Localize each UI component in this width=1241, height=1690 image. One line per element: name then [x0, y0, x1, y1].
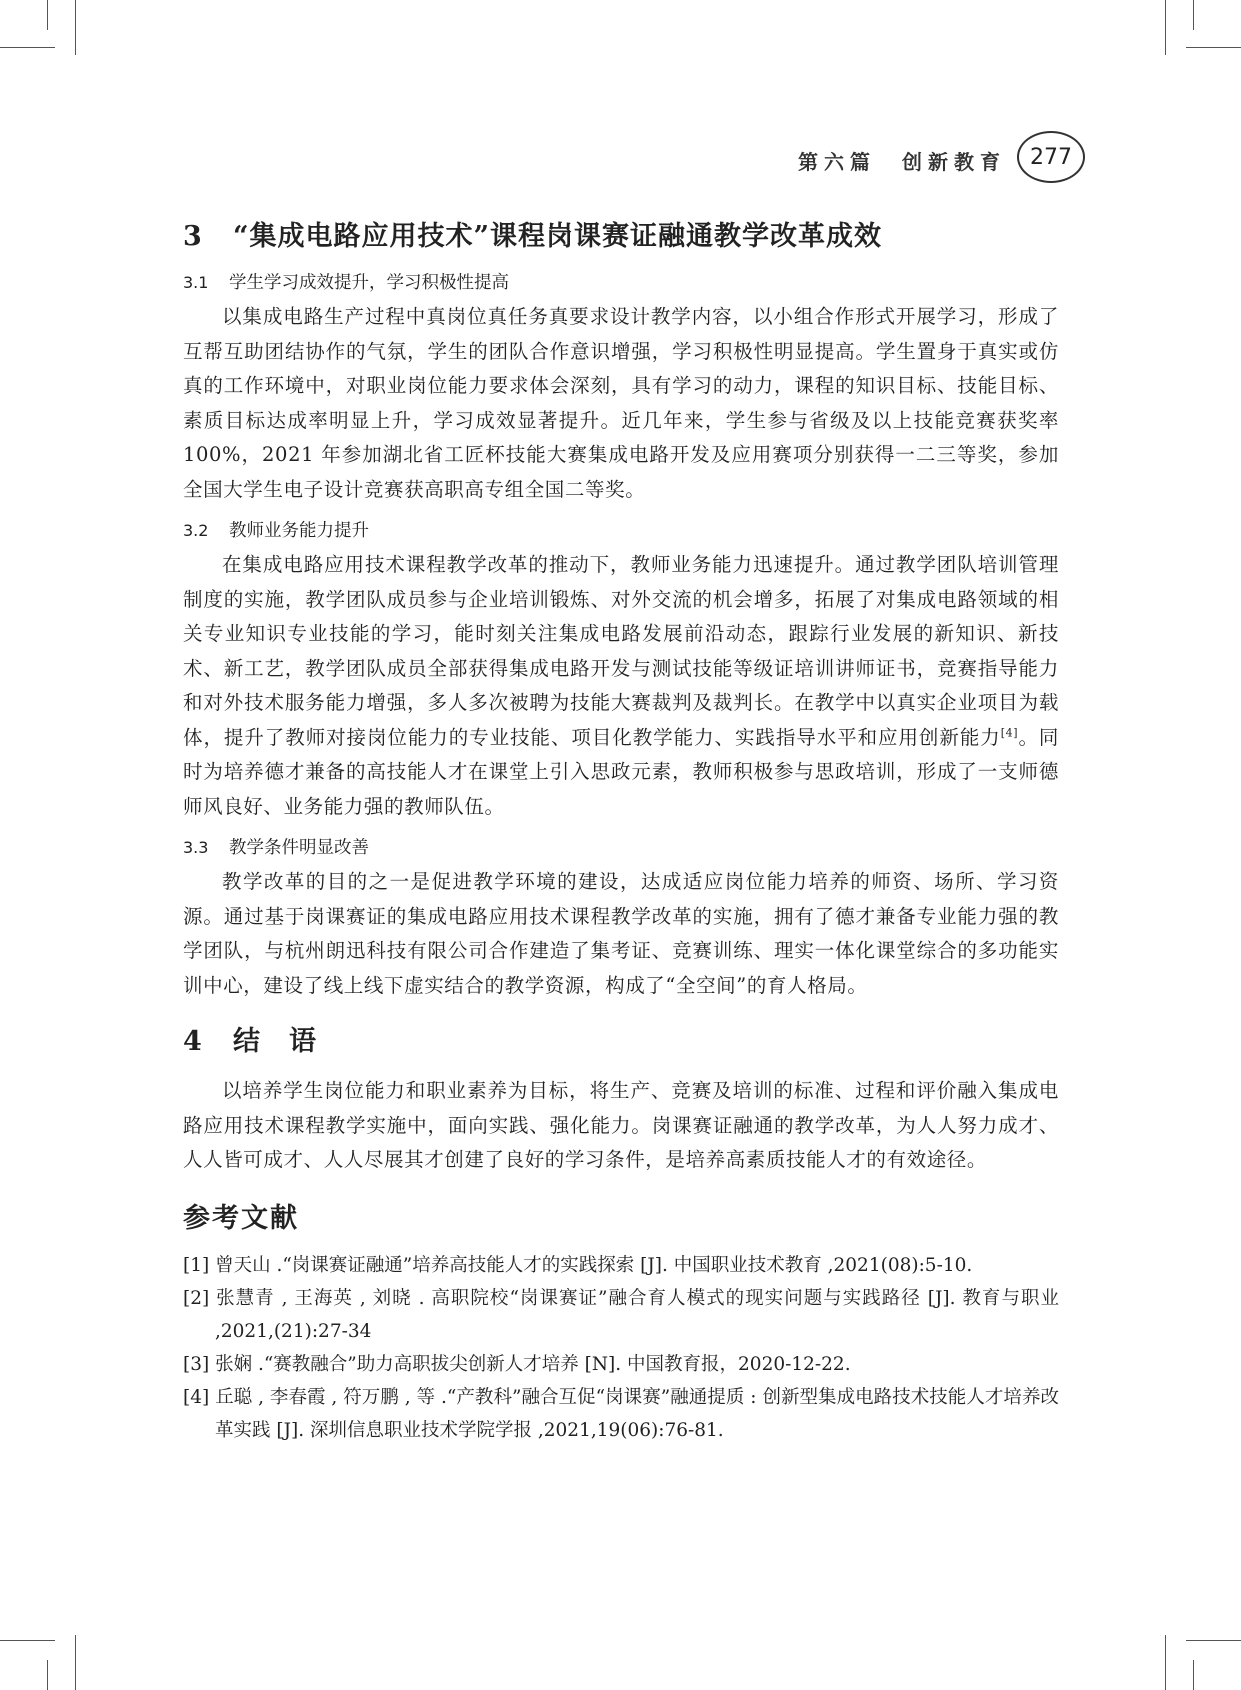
section-title: 结 语 — [233, 1026, 317, 1057]
header-section-title: 第六篇 创新教育 — [798, 149, 1006, 174]
crop-mark-bottom-right-v — [1165, 1635, 1166, 1690]
running-header — [798, 140, 1006, 180]
subsection-3-2-heading — [183, 517, 1059, 542]
reference-item: [2] 张慧青 , 王海英 , 刘晓 . 高职院校“岗课赛证”融合育人模式的现实问题与实践路径 [J]. 教育与职业 ,2021,(21):27-34 — [183, 1287, 1059, 1342]
paragraph-text: 。同时为培养德才兼备的高技能人才在课堂上引入思政元素，教师积极参与思政培训，形成了一支师德师风良好、业务能力强的教师队伍。 — [183, 725, 1059, 818]
page-number: 277 — [1017, 131, 1085, 183]
crop-mark-top-left-h — [0, 47, 55, 48]
section-number: 4 — [183, 1026, 203, 1057]
crop-mark-top-right-h — [1186, 47, 1241, 48]
crop-mark-top-right-v — [1165, 0, 1166, 55]
section-number: 3 — [183, 221, 203, 252]
citation-marker: [4] — [1000, 726, 1019, 739]
reference-item: [3] 张娴 .“赛教融合”助力高职拔尖创新人才培养 [N]. 中国教育报，2020-12-22. — [183, 1353, 851, 1375]
paragraph-3-3: 教学改革的目的之一是促进教学环境的建设，达成适应岗位能力培养的师资、场所、学习资源。通过基于岗课赛证的集成电路应用技术课程教学改革的实施，拥有了德才兼备专业能力强的教学团队，与杭州朗迅科技有限公司合作建造了集考证、竞赛训练、理实一体化课堂综合的多功能实训中心，建设了线上线下虚实结合的教学资源，构成了“全空间”的育人格局。 — [183, 870, 1059, 997]
section-title: “集成电路应用技术”课程岗课赛证融通教学改革成效 — [233, 221, 883, 252]
crop-mark-bottom-right-h — [1186, 1640, 1241, 1641]
crop-mark-top-left-v — [75, 0, 76, 55]
reference-item: [1] 曾天山 .“岗课赛证融通”培养高技能人才的实践探索 [J]. 中国职业技术教育 ,2021(08):5-10. — [183, 1254, 973, 1276]
subsection-3-3-heading — [183, 834, 1059, 859]
crop-mark-top-right-v2 — [1193, 0, 1194, 30]
paragraph-3-1: 以集成电路生产过程中真岗位真任务真要求设计教学内容，以小组合作形式开展学习，形成了互帮互助团结协作的气氛，学生的团队合作意识增强，学习积极性明显提高。学生置身于真实或仿真的工作环境中，对职业岗位能力要求体会深刻，具有学习的动力，课程的知识目标、技能目标、素质目标达成率明显上升，学习成效显著提升。近几年来，学生参与省级及以上技能竞赛获奖率 100%，2021 年参加湖北省工匠杯技能大赛集成电路开发及应用赛项分别获得一二三等奖，参加全国大学生电子设计竞赛获高职高专组全国二等奖。 — [183, 305, 1059, 501]
crop-mark-bottom-left-h — [0, 1640, 55, 1641]
subsection-title: 教学条件明显改善 — [229, 838, 369, 858]
crop-mark-bottom-left-v — [75, 1635, 76, 1690]
reference-item: [4] 丘聪 , 李春霞 , 符万鹏 , 等 .“产教科”融合互促“岗课赛”融通提质 : 创新型集成电路技术技能人才培养改革实践 [J]. 深圳信息职业技术学院学报 ,2021,19(06):76-81. — [183, 1386, 1059, 1441]
section-4-heading — [183, 1019, 1059, 1058]
subsection-number: 3.3 — [183, 838, 209, 857]
crop-mark-bottom-left-v2 — [47, 1660, 48, 1690]
subsection-number: 3.2 — [183, 521, 209, 540]
subsection-title: 学生学习成效提升，学习积极性提高 — [229, 273, 509, 293]
subsection-3-1-heading — [183, 269, 1059, 294]
crop-mark-top-left-v2 — [47, 0, 48, 30]
subsection-number: 3.1 — [183, 273, 209, 292]
crop-mark-bottom-right-v2 — [1193, 1660, 1194, 1690]
page-body — [183, 214, 1059, 1447]
paragraph-text: 在集成电路应用技术课程教学改革的推动下，教师业务能力迅速提升。通过教学团队培训管理制度的实施，教学团队成员参与企业培训锻炼、对外交流的机会增多，拓展了对集成电路领域的相关专业知识专业技能的学习，能时刻关注集成电路发展前沿动态，跟踪行业发展的新知识、新技术、新工艺，教学团队成员全部获得集成电路开发与测试技能等级证培训讲师证书，竞赛指导能力和对外技术服务能力增强，多人多次被聘为技能大赛裁判及裁判长。在教学中以真实企业项目为载体，提升了教师对接岗位能力的专业技能、项目化教学能力、实践指导水平和应用创新能力 — [183, 553, 1059, 749]
references-heading: 参考文献 — [183, 1202, 299, 1234]
subsection-title: 教师业务能力提升 — [229, 521, 369, 541]
paragraph-3-2 — [183, 548, 1059, 824]
paragraph-4: 以培养学生岗位能力和职业素养为目标，将生产、竞赛及培训的标准、过程和评价融入集成电路应用技术课程教学实施中，面向实践、强化能力。岗课赛证融通的教学改革，为人人努力成才、人人皆可成才、人人尽展其才创建了良好的学习条件，是培养高素质技能人才的有效途径。 — [183, 1079, 1059, 1171]
section-3-heading — [183, 214, 1059, 253]
